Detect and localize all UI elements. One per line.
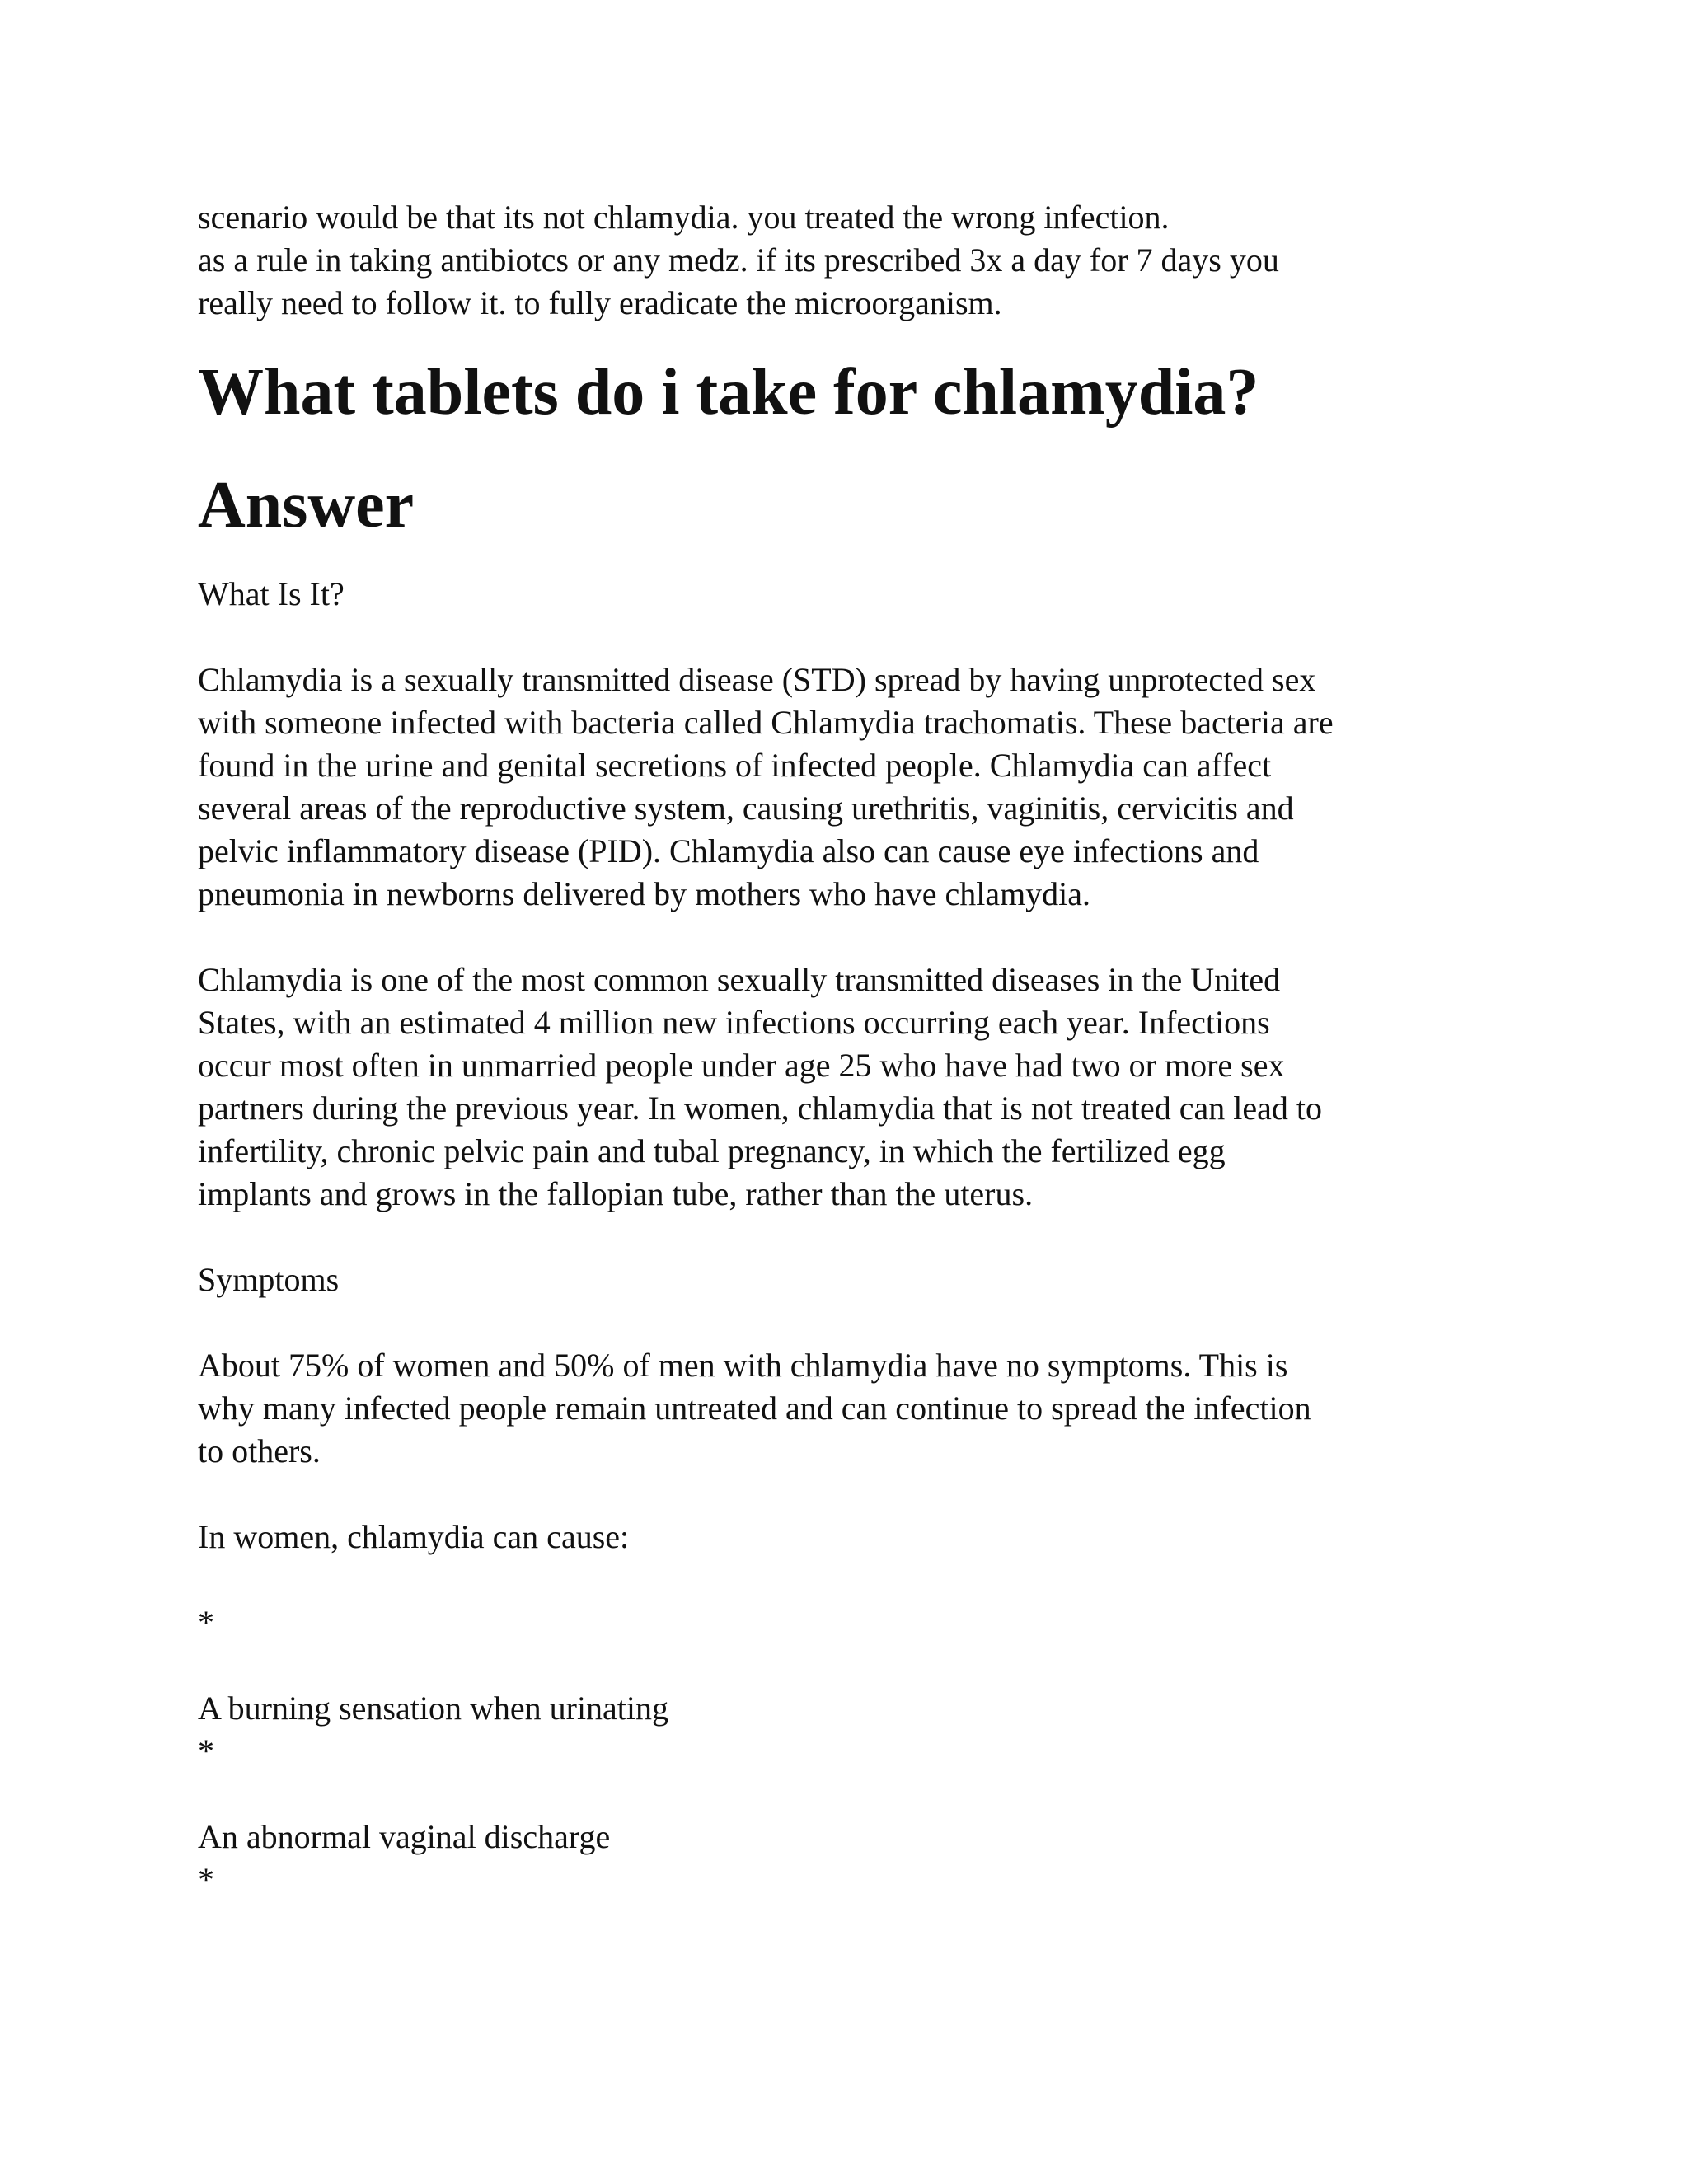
- women-symptoms-intro: [198, 1516, 1500, 1558]
- bullet-marker: [198, 1601, 1500, 1644]
- text-line: implants and grows in the fallopian tube, rather than the uterus.: [198, 1175, 1034, 1212]
- bullet-star: *: [198, 1861, 214, 1898]
- text-line: States, with an estimated 4 million new infections occurring each year. Infections: [198, 1004, 1270, 1041]
- text-line: Chlamydia is a sexually transmitted disease (STD) spread by having unprotected sex: [198, 661, 1316, 698]
- section-label-what-is-it: [198, 573, 1500, 616]
- list-item-text: An abnormal vaginal discharge: [198, 1818, 611, 1855]
- document-body: [198, 196, 1500, 1901]
- paragraph-symptoms: [198, 1344, 1500, 1473]
- intro-paragraph: [198, 196, 1500, 325]
- answer-heading: Answer: [198, 469, 415, 541]
- text-line: why many infected people remain untreated and can continue to spread the infection: [198, 1390, 1311, 1427]
- text-line: to others.: [198, 1432, 321, 1469]
- text-line: In women, chlamydia can cause:: [198, 1518, 630, 1555]
- bullet-star: *: [198, 1604, 214, 1641]
- question-heading: What tablets do i take for chlamydia?: [198, 356, 1259, 429]
- text-line: partners during the previous year. In women, chlamydia that is not treated can lead to: [198, 1090, 1323, 1127]
- text-line: scenario would be that its not chlamydia. you treated the wrong infection.: [198, 199, 1170, 236]
- bullet-star: *: [198, 1732, 214, 1769]
- text-line: Chlamydia is one of the most common sexually transmitted diseases in the United: [198, 961, 1281, 998]
- text-line: What Is It?: [198, 575, 345, 612]
- list-item-text: A burning sensation when urinating: [198, 1690, 669, 1727]
- list-item: [198, 1816, 1500, 1901]
- text-line: found in the urine and genital secretions of infected people. Chlamydia can affect: [198, 747, 1272, 784]
- section-label-symptoms: [198, 1258, 1500, 1301]
- text-line: as a rule in taking antibiotcs or any medz. if its prescribed 3x a day for 7 days you: [198, 241, 1279, 279]
- list-item: [198, 1687, 1500, 1773]
- text-line: with someone infected with bacteria called Chlamydia trachomatis. These bacteria are: [198, 704, 1334, 741]
- paragraph-prevalence: [198, 958, 1500, 1216]
- text-line: occur most often in unmarried people under age 25 who have had two or more sex: [198, 1047, 1285, 1084]
- text-line: infertility, chronic pelvic pain and tubal pregnancy, in which the fertilized egg: [198, 1132, 1226, 1169]
- paragraph-definition: [198, 658, 1500, 916]
- text-line: pneumonia in newborns delivered by mothers who have chlamydia.: [198, 875, 1091, 912]
- text-line: several areas of the reproductive system, causing urethritis, vaginitis, cervicitis and: [198, 790, 1294, 827]
- text-line: Symptoms: [198, 1261, 340, 1298]
- text-line: pelvic inflammatory disease (PID). Chlamydia also can cause eye infections and: [198, 832, 1259, 869]
- text-line: really need to follow it. to fully eradicate the microorganism.: [198, 284, 1002, 321]
- text-line: About 75% of women and 50% of men with chlamydia have no symptoms. This is: [198, 1347, 1288, 1384]
